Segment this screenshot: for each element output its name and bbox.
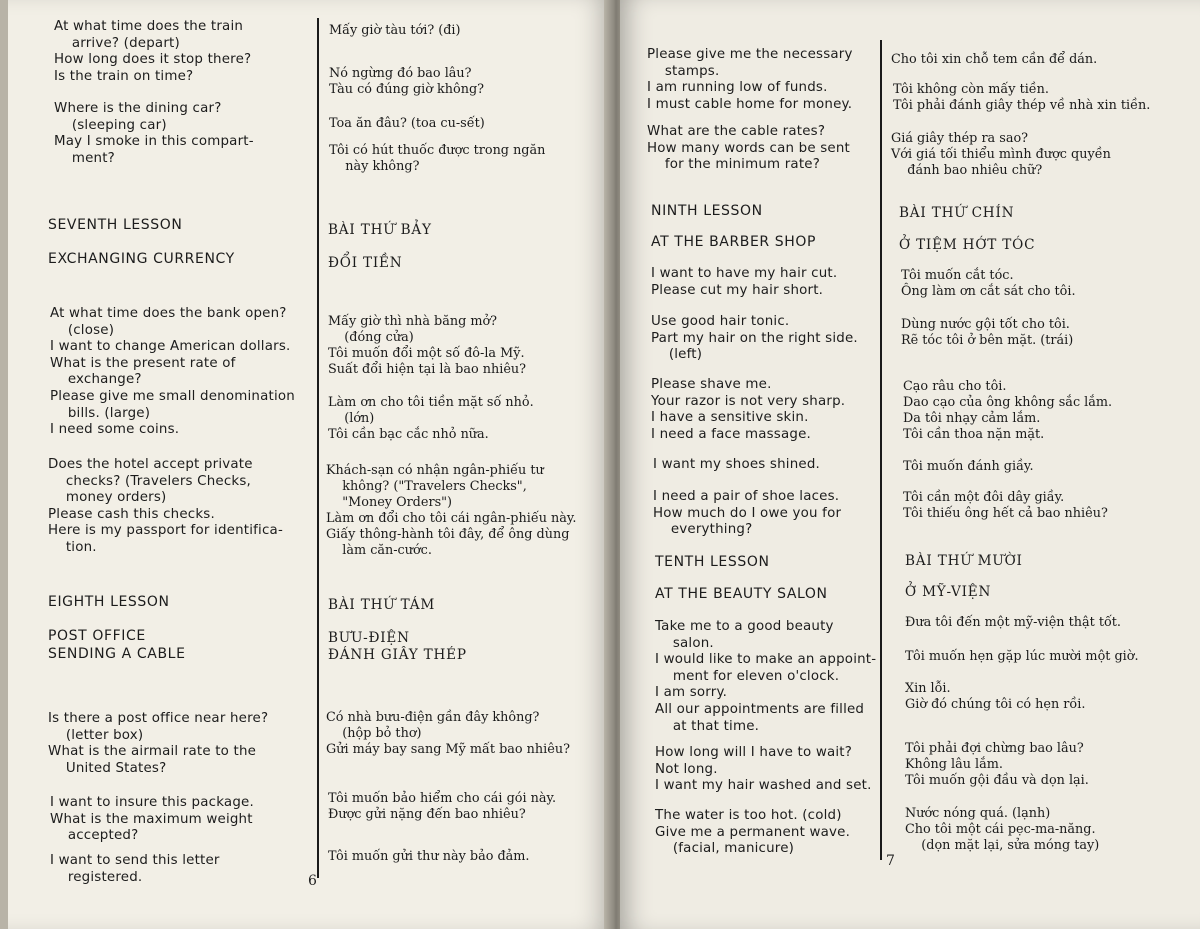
vn-train: Mấy giờ tàu tới? (đi) <box>329 23 461 38</box>
lesson-7-subject: EXCHANGING CURRENCY <box>48 251 235 267</box>
en-haircut: I want to have my hair cut. Please cut my hair short. <box>651 266 838 298</box>
vn-shoes: Tôi muốn đánh giầy. <box>903 459 1034 474</box>
en-insure: I want to insure this package. What is the maximum weight accepted? <box>50 795 254 844</box>
vn-hair-tonic: Dùng nước gội tốt cho tôi. Rẽ tóc tôi ở bên mặt. (trái) <box>901 317 1074 348</box>
lesson-10-subject-vn: Ở MỸ-VIỆN <box>905 584 992 600</box>
en-train-questions: At what time does the train arrive? (depart) How long does it stop there? Is the train on time? <box>54 19 252 84</box>
vn-hotel: Khách-sạn có nhận ngân-phiếu tư không? ("Travelers Checks", "Money Orders") Làm ơn đổi cho tôi cái ngân-phiếu này. Giấy thông-hành tôi đây, để ông dùng làm căn-cước. <box>326 463 577 558</box>
vn-water: Nước nóng quá. (lạnh) Cho tôi một cái pẹc-ma-năng. (dọn mặt lại, sửa móng tay) <box>905 806 1100 853</box>
vn-insure: Tôi muốn bảo hiểm cho cái gói này. Được gửi nặng đến bao nhiêu? <box>328 791 557 822</box>
en-stamps: Please give me the necessary stamps. I am running low of funds. I must cable home for money. <box>647 47 853 112</box>
vn-shave: Cạo râu cho tôi. Dao cạo của ông không sắc lắm. Da tôi nhạy cảm lắm. Tôi cần thoa nặn mặt. <box>903 379 1113 442</box>
en-cable-rates: What are the cable rates? How many words can be sent for the minimum rate? <box>647 124 850 173</box>
vn-cable: Giá giây thép ra sao? Với giá tối thiểu mình được quyền đánh bao nhiêu chữ? <box>891 131 1111 178</box>
vn-bills: Làm ơn cho tôi tiền mặt số nhỏ. (lớn) Tôi cần bạc cắc nhỏ nữa. <box>328 395 534 442</box>
lesson-8-title-vn: BÀI THỨ TÁM <box>328 597 436 613</box>
en-dining-car: Where is the dining car? (sleeping car) May I smoke in this compart- ment? <box>54 101 254 166</box>
en-shoes: I want my shoes shined. <box>653 457 820 472</box>
vn-salon: Đưa tôi đến một mỹ-viện thật tốt. <box>905 615 1121 630</box>
lesson-10-title-vn: BÀI THỨ MƯỜI <box>905 553 1023 569</box>
vn-shoe-laces: Tôi cần một đôi dây giầy. Tôi thiếu ông hết cả bao nhiêu? <box>903 490 1108 521</box>
lesson-8-subject-vn: BƯU-ĐIỆN ĐÁNH GIÂY THÉP <box>328 630 467 663</box>
vn-sorry: Xin lỗi. Giờ đó chúng tôi có hẹn rồi. <box>905 681 1086 712</box>
en-shoe-laces: I need a pair of shoe laces. How much do I owe you for everything? <box>653 489 842 538</box>
lesson-9-subject-vn: Ở TIỆM HỚT TÓC <box>899 237 1036 253</box>
en-hotel-checks: Does the hotel accept private checks? (Travelers Checks, money orders) Please cash this checks. Here is my passport for identifica- tion. <box>48 457 283 555</box>
left-page <box>8 0 608 929</box>
lesson-10-subject: AT THE BEAUTY SALON <box>655 586 828 602</box>
lesson-7-subject-vn: ĐỔI TIỀN <box>328 255 403 271</box>
vn-stop: Nó ngừng đó bao lâu? Tàu có đúng giờ không? <box>329 66 485 97</box>
en-registered: I want to send this letter registered. <box>50 853 220 885</box>
lesson-7-title-vn: BÀI THỨ BẢY <box>328 222 432 238</box>
lesson-9-title: NINTH LESSON <box>651 203 763 219</box>
lesson-9-title-vn: BÀI THỨ CHÍN <box>899 205 1015 221</box>
right-page <box>620 0 1200 929</box>
column-divider <box>317 18 319 878</box>
en-water: The water is too hot. (cold) Give me a permanent wave. (facial, manicure) <box>655 808 851 857</box>
en-wait: How long will I have to wait? Not long. I want my hair washed and set. <box>655 745 872 794</box>
vn-appointment: Tôi muốn hẹn gặp lúc mười một giờ. <box>905 649 1139 664</box>
en-post-office: Is there a post office near here? (letter box) What is the airmail rate to the United States? <box>48 711 269 776</box>
en-salon: Take me to a good beauty salon. I would like to make an appoint- ment for eleven o'clock. I am sorry. All our appointments are filled at that time. <box>655 619 877 734</box>
lesson-10-title: TENTH LESSON <box>655 554 770 570</box>
page-number: 7 <box>886 853 895 869</box>
vn-dining: Toa ăn đâu? (toa cu-sết) <box>329 116 485 131</box>
page-number: 6 <box>308 873 317 889</box>
vn-registered: Tôi muốn gửi thư này bảo đảm. <box>328 849 530 864</box>
en-hair-tonic: Use good hair tonic. Part my hair on the right side. (left) <box>651 314 858 363</box>
column-divider <box>880 40 882 860</box>
vn-bank: Mấy giờ thì nhà băng mở? (đóng cửa) Tôi muốn đổi một số đô-la Mỹ. Suất đổi hiện tại là bao nhiêu? <box>328 314 527 377</box>
lesson-8-title: EIGHTH LESSON <box>48 594 170 610</box>
vn-post: Có nhà bưu-điện gần đây không? (hộp bỏ thơ) Gửi máy bay sang Mỹ mất bao nhiêu? <box>326 710 570 757</box>
vn-haircut: Tôi muốn cắt tóc. Ông làm ơn cắt sát cho tôi. <box>901 268 1076 299</box>
lesson-9-subject: AT THE BARBER SHOP <box>651 234 817 250</box>
vn-smoke: Tôi có hút thuốc được trong ngăn này không? <box>329 143 546 174</box>
lesson-8-subject: POST OFFICE SENDING A CABLE <box>48 628 186 662</box>
en-shave: Please shave me. Your razor is not very sharp. I have a sensitive skin. I need a face massage. <box>651 377 846 442</box>
lesson-7-title: SEVENTH LESSON <box>48 217 183 233</box>
vn-funds: Tôi không còn mấy tiền. Tôi phải đánh giây thép về nhà xin tiền. <box>893 82 1151 113</box>
en-bank: At what time does the bank open? (close) I want to change American dollars. What is the present rate of exchange? Please give me small denomination bills. (large) I need some coins. <box>50 306 295 438</box>
vn-wait: Tôi phải đợi chừng bao lâu? Không lâu lắm. Tôi muốn gội đầu và dọn lại. <box>905 741 1089 788</box>
vn-stamps: Cho tôi xin chỗ tem cần để dán. <box>891 52 1098 67</box>
